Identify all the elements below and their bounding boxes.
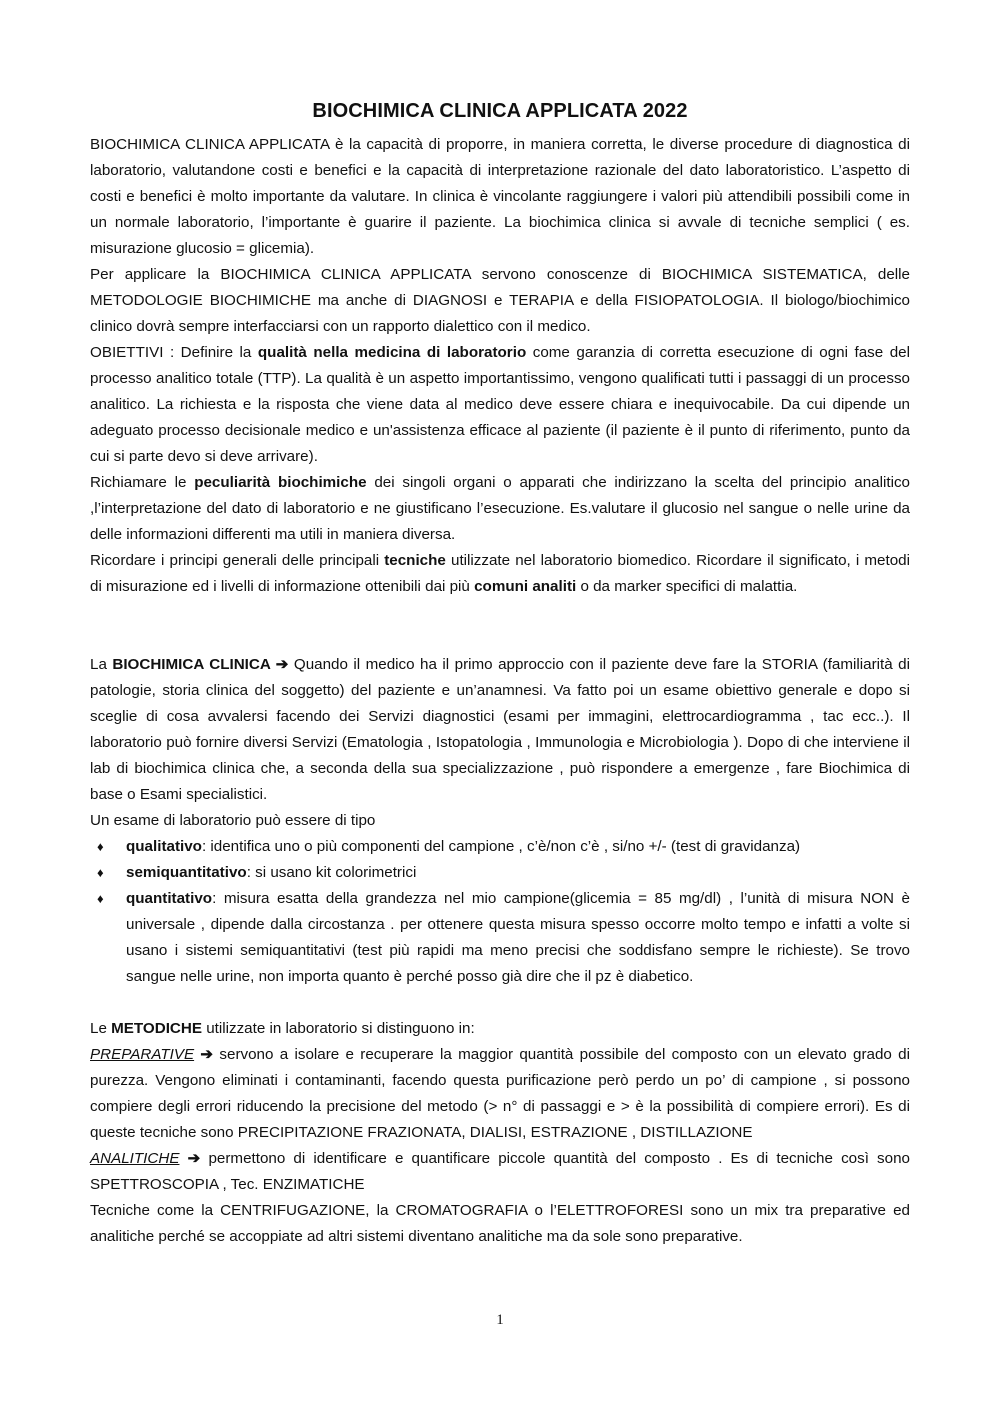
peculiarities-bold: peculiarità biochimiche <box>194 474 367 491</box>
list-item-term: semiquantitativo <box>126 864 247 881</box>
exam-types-intro: Un esame di laboratorio può essere di tipo <box>90 812 376 829</box>
techniques-bold: tecniche <box>384 552 446 569</box>
peculiarities-text-end: dei singoli organi o apparati che indirizzano la scelta del principio analitico ,l’interpretazione del dato di laboratorio e ne giustificano l’esecuzione. Es.valutare il glucosio nel sangue o nelle urine da delle informazioni differenti ma utili in maniera diversa. <box>90 474 910 543</box>
objectives-text-start: OBIETTIVI : Definire la <box>90 344 258 361</box>
page-number: 1 <box>496 1312 504 1328</box>
analytes-bold: comuni analiti <box>474 578 577 595</box>
clinica-text-end: Quando il medico ha il primo approccio con il paziente deve fare la STORIA (familiarità di patologie, storia clinica del soggetto) del paziente e un’anamnesi. Va fatto poi un esame obiettivo generale e dopo si sceglie di cosa avvalersi facendo dei Servizi diagnostici (esami per immagini, elettrocardiogramma , tac ecc..). Il laboratorio può fornire diversi Servizi (Ematologia , Istopatologia , Immunologia e Microbiologia ). Dopo di che interviene il lab di biochimica clinica che, a seconda della sua specializzazione , può rispondere a emergenze , fare Biochimica di base o Esami specialistici. <box>90 656 910 803</box>
objectives-text-end: come garanzia di corretta esecuzione di ogni fase del processo analitico totale (TTP). La qualità è un aspetto importantissimo, vengono qualificati tutti i passaggi di un processo analitico. La richiesta e la risposta che viene data al medico deve essere chiara e inequivocabile. Da cui dipende un adeguato processo decisionale medico e un'assistenza efficace al paziente (il paziente è il punto di riferimento, punto da cui si parte devo si deve arrivare). <box>90 344 910 465</box>
list-item-text: : identifica uno o più componenti del campione , c’è/non c’è , si/no +/- (test di gravidanza) <box>201 838 801 855</box>
intro-paragraph-techniques <box>90 548 910 600</box>
metodiche-text-end: utilizzate in laboratorio si distinguono in: <box>201 1020 475 1037</box>
intro-paragraph-definition: BIOCHIMICA CLINICA APPLICATA è la capacità di proporre, in maniera corretta, le diverse procedure di diagnostica di laboratorio, valutandone costi e benefici e la capacità di interpretazione razionale del dato laboratoristico. L’aspetto di costi e benefici è molto importante da valutare. In clinica è vincolante raggiungere i valori più attendibili possibili come in un normale laboratorio, l’importante è guarire il paziente. La biochimica clinica si avvale di tecniche semplici ( es. misurazione glucosio = glicemia). <box>90 136 910 257</box>
clinica-text-start: La <box>90 656 113 673</box>
metodiche-intro <box>90 1016 910 1042</box>
list-item-text: : misura esatta della grandezza nel mio campione(glicemia = 85 mg/dl) , l’unità di misura NON è universale , dipende dalla circostanza . per ottenere questa misura spesso occorre molto tempo e infatti a volte si usano i sistemi semiquantitativi (test più rapidi ma meno precisi che soddisfano sempre le richieste). Se trovo sangue nelle urine, non importa quanto è perché posso già dire che il pz è diabetico. <box>126 890 910 985</box>
metodiche-bold: METODICHE <box>111 1020 202 1037</box>
blank-line <box>90 600 910 626</box>
arrow-right-icon: ➔ <box>270 656 294 673</box>
intro-paragraph-objectives <box>90 340 910 470</box>
techniques-text-start: Ricordare i principi generali delle principali <box>90 552 385 569</box>
preparative-label: PREPARATIVE <box>90 1046 195 1063</box>
objectives-bold-quality: qualità nella medicina di laboratorio <box>257 344 527 361</box>
clinica-paragraph <box>90 652 910 808</box>
document-body <box>90 132 910 1250</box>
list-item-text: : si usano kit colorimetrici <box>246 864 417 881</box>
techniques-text-end: o da marker specifici di malattia. <box>576 578 798 595</box>
diamond-bullet-icon: ♦ <box>97 891 104 906</box>
metodiche-text-start: Le <box>90 1020 112 1037</box>
list-item-semiquantitativo <box>90 860 910 886</box>
page-title: BIOCHIMICA CLINICA APPLICATA 2022 <box>312 100 688 122</box>
analitiche-label: ANALITICHE <box>90 1150 180 1167</box>
intro-paragraph-peculiarities <box>90 470 910 548</box>
preparative-paragraph <box>90 1042 910 1146</box>
techniques-text-middle: utilizzate nel laboratorio biomedico. Ricordare il significato, i metodi di misurazione ed i livelli di informazione ottenibili dai più <box>90 552 910 595</box>
list-item-term: quantitativo <box>126 890 213 907</box>
blank-line <box>90 990 910 1016</box>
analitiche-paragraph <box>90 1146 910 1198</box>
blank-line <box>90 626 910 652</box>
exam-types-list <box>90 834 910 990</box>
arrow-right-icon: ➔ <box>194 1046 220 1063</box>
analitiche-text: permettono di identificare e quantificare piccole quantità del composto . Es di tecniche così sono SPETTROSCOPIA , Tec. ENZIMATICHE <box>90 1150 910 1193</box>
list-item-quantitativo <box>90 886 910 990</box>
diamond-bullet-icon: ♦ <box>97 839 104 854</box>
preparative-text: servono a isolare e recuperare la maggior quantità possibile del composto con un elevato grado di purezza. Vengono eliminati i contaminanti, facendo questa purificazione però perdo un po’ di campione , si possono compiere degli errori riducendo la precisione del metodo (> n° di passaggi e > è la possibilità di compiere errori). Es di queste tecniche sono PRECIPITAZIONE FRAZIONATA, DIALISI, ESTRAZIONE , DISTILLAZIONE <box>90 1046 910 1141</box>
clinica-bold-heading: BIOCHIMICA CLINICA <box>112 656 271 673</box>
peculiarities-text-start: Richiamare le <box>90 474 195 491</box>
diamond-bullet-icon: ♦ <box>97 865 104 880</box>
mixed-techniques-paragraph: Tecniche come la CENTRIFUGAZIONE, la CROMATOGRAFIA o l’ELETTROFORESI sono un mix tra preparative ed analitiche perché se accoppiate ad altri sistemi diventano analitiche ma da sole sono preparative. <box>90 1202 910 1245</box>
list-item-qualitativo <box>90 834 910 860</box>
intro-paragraph-requirements: Per applicare la BIOCHIMICA CLINICA APPLICATA servono conoscenze di BIOCHIMICA SISTEMATICA, delle METODOLOGIE BIOCHIMICHE ma anche di DIAGNOSI e TERAPIA e della FISIOPATOLOGIA. Il biologo/biochimico clinico dovrà sempre interfacciarsi con un rapporto dialettico con il medico. <box>90 266 910 335</box>
list-item-term: qualitativo <box>126 838 202 855</box>
arrow-right-icon: ➔ <box>179 1150 209 1167</box>
